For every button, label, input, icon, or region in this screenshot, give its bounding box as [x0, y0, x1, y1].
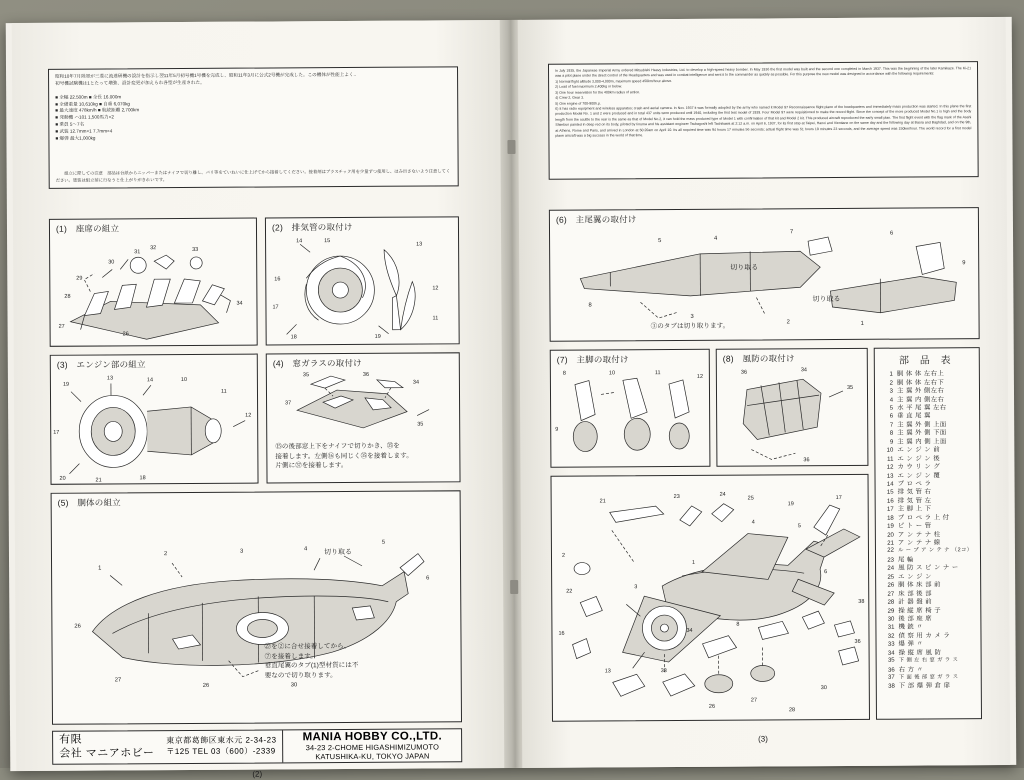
- right-page-number: (3): [758, 734, 768, 744]
- svg-text:11: 11: [220, 388, 227, 395]
- part-number: 7: [889, 422, 894, 429]
- step-4-title: (4) 窓ガラスの取付け: [272, 357, 362, 369]
- part-name: 胴 体 床 部 前: [898, 581, 941, 589]
- parts-list-panel: [874, 347, 982, 720]
- svg-text:18: 18: [139, 475, 146, 482]
- part-name: プ ロ ペ ラ: [897, 480, 932, 488]
- japanese-history-box: [48, 66, 459, 189]
- svg-text:切り取る: 切り取る: [812, 295, 841, 304]
- svg-text:31: 31: [134, 249, 141, 256]
- svg-text:8: 8: [588, 302, 592, 309]
- svg-text:27: 27: [58, 323, 65, 330]
- step-6-notes: ③のタブは切り取ります。: [650, 322, 730, 331]
- step-8-panel: [716, 348, 869, 467]
- part-name: 下 面 後 部 窓 ガ ラ ス: [898, 674, 959, 681]
- svg-text:19: 19: [787, 501, 794, 508]
- step-3-diagram: [51, 371, 258, 484]
- svg-text:26: 26: [202, 682, 210, 689]
- svg-text:20: 20: [59, 475, 66, 482]
- svg-text:34: 34: [800, 367, 808, 374]
- part-name: エ ン ジ ン: [898, 573, 932, 581]
- part-name: 主 翼 外 側左右: [896, 387, 945, 395]
- part-number: 23: [887, 557, 895, 564]
- svg-text:4: 4: [751, 519, 755, 526]
- parts-row: [881, 683, 977, 692]
- part-number: 30: [887, 616, 895, 623]
- svg-text:30: 30: [108, 259, 115, 266]
- part-number: 12: [886, 464, 894, 471]
- part-name: ピ ト ー 管: [897, 522, 932, 530]
- part-name: 胴 体 体 左右下: [896, 379, 945, 387]
- svg-text:17: 17: [53, 429, 60, 436]
- svg-text:10: 10: [180, 376, 188, 384]
- step-4-panel: [266, 352, 461, 483]
- step-2-panel: [265, 216, 460, 345]
- part-name: 機 銃 〃: [898, 623, 924, 632]
- svg-text:3: 3: [634, 584, 638, 591]
- step-6-panel: [549, 207, 980, 342]
- svg-text:22: 22: [566, 588, 573, 595]
- svg-text:13: 13: [416, 241, 423, 248]
- parts-list-title: 部 品 表: [898, 355, 955, 367]
- left-page-number: (2): [252, 769, 263, 779]
- company-address-jp: 東京都葛飾区東水元 2-34-23 〒125 TEL 03（600）-2339: [166, 735, 277, 757]
- svg-text:13: 13: [106, 375, 114, 382]
- step-5-panel: [51, 490, 462, 725]
- svg-text:34: 34: [412, 379, 420, 386]
- part-name: 主 脚 上 下: [897, 505, 932, 513]
- company-address-line2: KATUSHIKA-KU, TOKYO JAPAN: [315, 751, 430, 762]
- english-history-text: In July 1935, the Japanese Imperial Army ordered Mitsubishi Heavy Industries, Ltd. to develop a high-speed heavy bomber. In May 1936 the first model was built and the second one completed in March 1937. This was the beginning of the later Kamikaze. The Ki-21 was a pilot plane under the direct control of the Headquarters and was used in combat intelligence and sent it to the commander as quickly as possible. For this purpose the new model was designed in accordance with the following requirements: 1) Normal flight altitude 3,000-4,000m, maximum speed 450km/hour above. 2) Load of fuel maximum 2,400kg or below. 3) One hour reservation for the 400km radius of action. 4) Crew 2, Gear 3. 5) One engine of 700-900h.p. 6) It has radio equipment and wireless apparatus; crash and aerial camera. In Nov. 1937 it was formally adopted by the army who named it Model 97 Reconnaissance flight plane of the headquarters and immediately mass production was started. In this plane the first production Model No. 1 and 2 were produced and in total 437 units were produced until 1940, including the first test model of 1939. Four Model 97 were requisitioned to make the record flight. Since the concept of the more produced Model No.1 is high and the body length from the scuttle to the rear is the same as that of Model No.2, it can hold the mass produced type of Model 1 with confirmation of that kit and Model 2 kit. This produced aircraft reproduced the early small plan. The first flight event with the flag mark of the Asahi Shimbun painted in deep red on its body, piloted by Iinuma and his assistant engineer Tsukagoshi left Tachikawa at 2:12 a.m. on April 6, 1937, for its first stop at Taipei, Hanoi and Vientiane on the same day and the following day at Basra and Baghdad, and on the 9th, at Athens, Rome and Paris, and arrived in London at 50:20am on April 10. Its all required time was 94 hours 17 minutes 56 seconds; actual flight time was 51 hours 19 minutes 23 seconds, and the average speed was 150km/hour. The world record for a first model plane aircraft was a big success in the world of that time.: [555, 66, 972, 138]
- svg-text:3: 3: [239, 548, 244, 555]
- svg-text:36: 36: [803, 457, 810, 464]
- staple-bottom: [510, 580, 518, 594]
- overall-assembly-panel: [551, 474, 870, 722]
- step-6-title: (6) 主尾翼の取付け: [555, 214, 637, 225]
- part-name: 操 縦 席 風 防: [898, 649, 942, 657]
- part-name: 主 翼 内 側左右: [897, 395, 945, 404]
- part-number: 20: [887, 532, 894, 539]
- part-name: ア ン テ ナ 線: [897, 539, 941, 547]
- step-7-title: (7) 主脚の取付け: [556, 354, 629, 365]
- svg-text:21: 21: [599, 498, 606, 505]
- step-6-diagram: [550, 224, 979, 339]
- assembly-caution-text: 組立に際しての注意 部品は台紙からニッパーまたはナイフで切り離し、バリ等をていねいに仕上げてから接着してください。接着剤はプラスチック用を少量ずつ使用し、はみ出さないよう注意してください。塗装は組立前に行なうと仕上がりがきれいです。: [55, 168, 451, 183]
- part-name: 計 器 盤 前: [898, 598, 933, 606]
- part-number: 15: [886, 490, 894, 497]
- part-number: 26: [887, 582, 895, 589]
- svg-text:13: 13: [604, 668, 611, 675]
- part-number: 13: [886, 473, 894, 480]
- svg-text:17: 17: [835, 494, 842, 502]
- part-number: 32: [887, 633, 895, 640]
- svg-text:28: 28: [64, 293, 71, 300]
- step-1-panel: [49, 218, 258, 347]
- part-number: 10: [886, 447, 894, 454]
- part-name: 主 翼 外 側 上面: [897, 421, 947, 429]
- svg-text:12: 12: [696, 373, 704, 380]
- svg-text:8: 8: [562, 370, 566, 377]
- svg-text:16: 16: [558, 630, 565, 637]
- part-number: 38: [888, 684, 895, 691]
- svg-text:36: 36: [854, 638, 861, 645]
- svg-text:8: 8: [736, 621, 740, 628]
- svg-text:26: 26: [74, 623, 81, 630]
- svg-text:21: 21: [95, 477, 102, 484]
- step-3-title: (3) エンジン部の組立: [56, 359, 146, 370]
- svg-text:35: 35: [417, 421, 424, 428]
- svg-text:35: 35: [302, 372, 310, 379]
- svg-text:15: 15: [324, 238, 331, 245]
- svg-text:1: 1: [692, 559, 696, 566]
- step-8-diagram: [717, 365, 868, 466]
- part-number: 25: [887, 574, 895, 581]
- part-number: 4: [889, 397, 894, 404]
- svg-text:2: 2: [786, 319, 790, 326]
- part-name: ル ー プ ア ン テ ナ （2コ）: [897, 547, 973, 555]
- svg-text:36: 36: [740, 369, 748, 376]
- svg-text:29: 29: [76, 275, 83, 282]
- company-name-en: MANIA HOBBY CO.,LTD.: [302, 730, 442, 744]
- svg-text:2: 2: [561, 552, 566, 559]
- svg-text:30: 30: [820, 685, 827, 692]
- part-number: 6: [889, 414, 894, 421]
- part-name: 操 縦 席 椅 子: [898, 606, 942, 615]
- part-number: 3: [889, 388, 894, 395]
- part-number: 5: [889, 405, 894, 412]
- part-number: 14: [886, 481, 894, 488]
- part-name: 主 翼 内 側 上面: [897, 438, 947, 446]
- svg-text:19: 19: [62, 381, 70, 388]
- part-number: 1: [889, 371, 893, 378]
- part-number: 19: [887, 523, 894, 530]
- svg-text:1: 1: [98, 565, 102, 572]
- svg-text:28: 28: [788, 707, 796, 714]
- part-number: 11: [887, 456, 894, 463]
- svg-text:5: 5: [658, 238, 662, 245]
- svg-text:34: 34: [236, 300, 243, 307]
- part-name: 後 部 座 席: [898, 615, 933, 623]
- step-4-diagram: [267, 369, 459, 442]
- part-name: エ ン ジ ン 覆: [897, 471, 941, 480]
- svg-text:35: 35: [846, 384, 854, 391]
- part-name: 垂 直 尾 翼: [897, 412, 931, 421]
- svg-text:6: 6: [824, 569, 828, 576]
- left-page: [12, 20, 509, 779]
- right-page: [518, 17, 1011, 768]
- japanese-history-text: 昭和10年7月陸軍が三菱に流達研機の設計を指示し翌11年5月初号機1号機を完成し、昭和11年3月に公式2号機が完成した。この機体が性能上よく.. 初号機試験機は1とたって増強、設計変更が加えられ各型が生産された。 ■ 全幅 22.500m ■ 全長 16.000m ■ 全備重量 10,610kg ■ 自重 6,070kg ■ 最大速度 478km/h ■ 航続距離 2,700km ■ 発動機 ハ101 1,500馬力×2 ■ 乗員 5〜7名 ■ 武装 12.7mm×1 7.7mm×4 ■ 爆弾 最大1,000kg: [55, 71, 357, 141]
- svg-text:12: 12: [432, 285, 439, 292]
- svg-text:5: 5: [381, 539, 386, 546]
- svg-text:27: 27: [750, 697, 758, 704]
- svg-text:6: 6: [426, 575, 430, 582]
- part-number: 36: [887, 667, 895, 674]
- step-2-title: (2) 排気管の取付け: [271, 221, 353, 233]
- svg-text:14: 14: [296, 238, 303, 245]
- part-name: 水 平 尾 翼 左右: [897, 404, 947, 412]
- company-name-jp: 有限 会社 マニアホビー: [59, 733, 155, 760]
- svg-text:17: 17: [272, 304, 279, 311]
- parts-rows: [879, 370, 977, 691]
- part-name: 胴 体 体 左右上: [896, 370, 945, 378]
- part-number: 31: [887, 625, 895, 632]
- part-name: 排 気 管 右: [897, 488, 932, 497]
- part-number: 33: [887, 641, 895, 648]
- svg-text:34: 34: [686, 627, 693, 634]
- svg-text:1: 1: [860, 320, 864, 327]
- part-name: 右 方 〃: [898, 666, 924, 674]
- part-name: ア ン テ ナ 柱: [897, 530, 941, 539]
- part-name: カ ウ リ ン グ: [897, 463, 941, 471]
- svg-text:切り取る: 切り取る: [730, 264, 759, 272]
- part-number: 34: [887, 650, 895, 657]
- part-number: 28: [887, 599, 895, 606]
- step-1-title: (1) 座席の組立: [55, 223, 120, 234]
- svg-text:36: 36: [362, 371, 370, 378]
- svg-text:18: 18: [290, 334, 297, 341]
- part-name: エ ン ジ ン 後: [897, 455, 941, 463]
- step-5-title: (5) 胴体の組立: [57, 497, 121, 508]
- svg-text:26: 26: [708, 703, 716, 710]
- step-7-diagram: [551, 366, 710, 467]
- step-3-panel: [50, 354, 259, 485]
- svg-text:3: 3: [690, 313, 694, 320]
- svg-text:30: 30: [290, 682, 298, 689]
- svg-text:26: 26: [122, 331, 129, 338]
- part-name: 風 防 ス ピ ン ナ ー: [898, 564, 959, 572]
- company-footer: [52, 728, 462, 765]
- part-number: 9: [889, 439, 894, 446]
- step-8-title: (8) 風防の取付け: [722, 353, 795, 364]
- svg-text:11: 11: [654, 370, 661, 377]
- part-number: 17: [887, 506, 894, 514]
- part-name: 下 部 爆 弾 倉 扉: [898, 682, 951, 691]
- part-number: 27: [887, 591, 895, 598]
- part-name: 偵 察 用 カ メ ラ: [898, 632, 951, 640]
- part-name: プ ロ ペ ラ 上 付: [897, 514, 950, 522]
- step-1-diagram: [50, 235, 257, 346]
- part-number: 29: [887, 608, 895, 615]
- instruction-booklet-spread: [6, 17, 1017, 779]
- svg-text:24: 24: [719, 491, 726, 498]
- parts-list: [879, 354, 977, 692]
- part-name: 排 気 管 左: [897, 497, 932, 505]
- svg-text:25: 25: [747, 495, 754, 502]
- part-name: 主 翼 外 側 下面: [897, 429, 947, 438]
- part-number: 37: [888, 674, 895, 681]
- step-2-diagram: [266, 233, 459, 344]
- english-history-box: [548, 61, 979, 180]
- svg-text:10: 10: [608, 370, 616, 377]
- svg-text:12: 12: [245, 412, 252, 419]
- overall-assembly-diagram: [552, 475, 869, 721]
- step-5-notes: ㉗を②に合せ接着してから、 ⑦を接着します。 垂直尾翼のタブ(1)型材質には不 要なので切り取ります。: [264, 642, 359, 680]
- svg-text:16: 16: [274, 276, 281, 283]
- svg-text:4: 4: [303, 546, 308, 553]
- svg-text:4: 4: [714, 235, 718, 242]
- part-number: 21: [887, 540, 894, 547]
- svg-text:37: 37: [285, 400, 292, 407]
- part-name: 床 部 後 部: [898, 590, 932, 598]
- svg-text:27: 27: [114, 677, 122, 684]
- svg-text:19: 19: [374, 333, 381, 340]
- part-name: 爆 弾 〃: [898, 640, 924, 648]
- part-number: 8: [889, 431, 894, 438]
- svg-text:5: 5: [797, 523, 801, 530]
- step-4-notes: ⑮の後部窓上下をナイフで切りかき、㉟を 接着します。左側⑯も同じく㉟を接着します。 片側に㊲を接着します。: [275, 442, 413, 470]
- part-number: 18: [887, 515, 894, 522]
- svg-text:38: 38: [858, 598, 865, 605]
- part-name: エ ン ジ ン 前: [897, 446, 941, 454]
- svg-text:9: 9: [555, 426, 559, 433]
- staple-top: [507, 140, 515, 154]
- svg-text:切り取る: 切り取る: [323, 548, 352, 557]
- part-number: 22: [887, 548, 894, 555]
- svg-text:7: 7: [789, 229, 794, 236]
- svg-text:14: 14: [146, 377, 154, 384]
- svg-text:23: 23: [673, 493, 680, 501]
- part-name: 尾 輪: [898, 556, 914, 564]
- part-number: 24: [887, 566, 895, 573]
- part-number: 16: [886, 498, 894, 505]
- part-number: 2: [889, 380, 893, 387]
- svg-text:33: 33: [660, 668, 667, 675]
- part-name: 下 側 左 右 窓 ガ ラ ス: [898, 657, 959, 664]
- svg-text:33: 33: [192, 246, 199, 253]
- svg-text:2: 2: [163, 551, 168, 558]
- svg-text:32: 32: [150, 245, 157, 252]
- svg-text:9: 9: [962, 260, 966, 267]
- company-address-line1: 34-23 2-CHOME HIGASHIMIZUMOTO: [305, 742, 440, 753]
- part-number: 35: [887, 657, 895, 664]
- step-7-panel: [550, 349, 711, 468]
- svg-text:6: 6: [890, 230, 894, 237]
- svg-text:11: 11: [432, 315, 439, 322]
